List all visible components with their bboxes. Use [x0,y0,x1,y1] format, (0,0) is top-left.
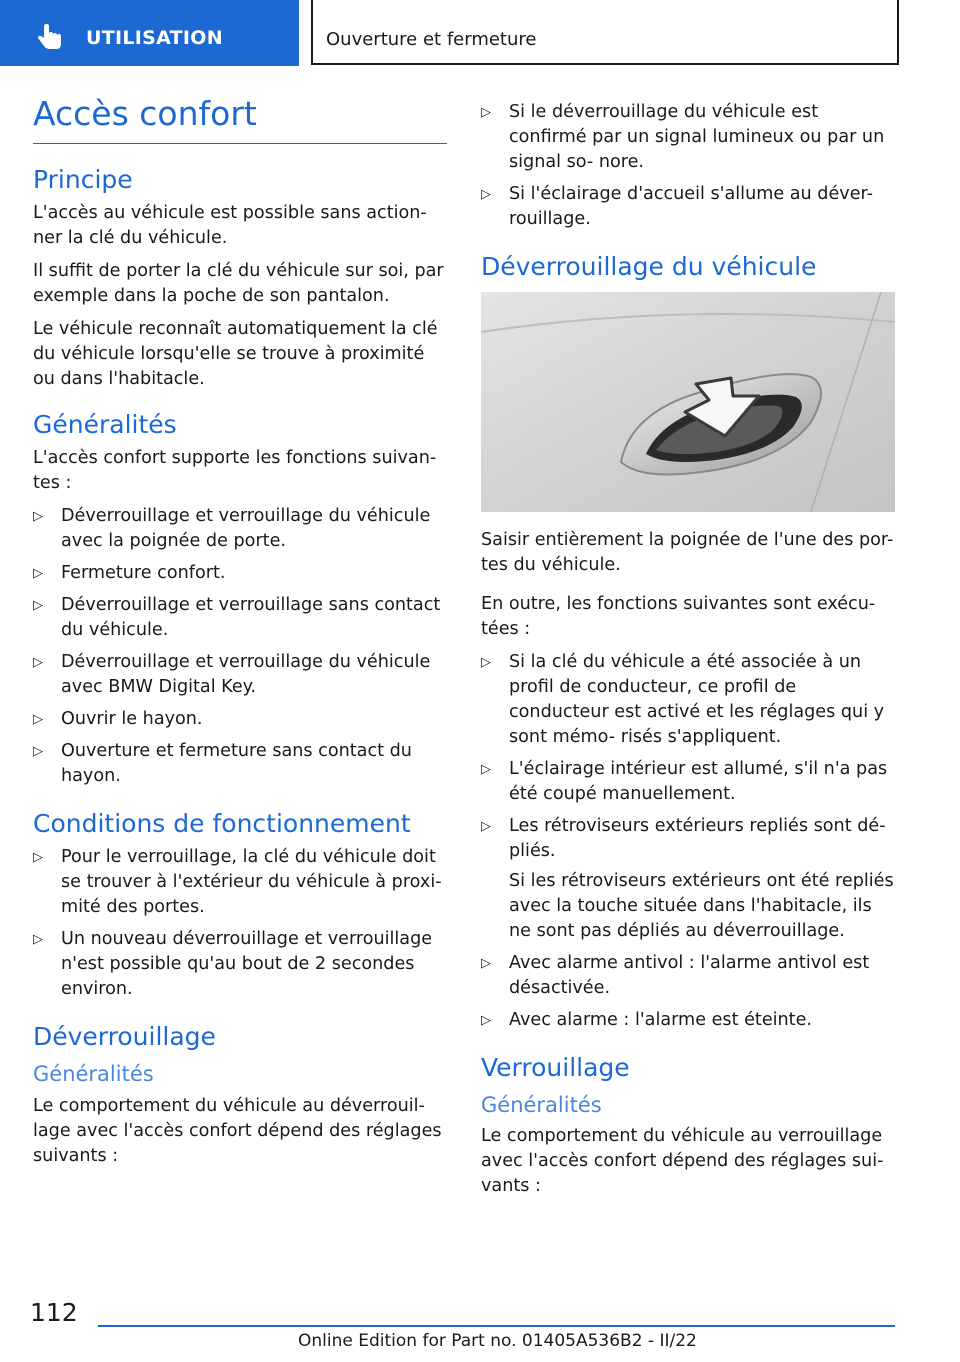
conditions-list [33,845,451,1002]
paragraph: L'accès au véhicule est possible sans action- ner la clé du véhicule. [33,203,427,249]
heading-principe: Principe [33,165,133,195]
heading-verrouillage: Verrouillage [481,1053,630,1082]
list-item: ▷ Si la clé du véhicule a été associée à un profil de conducteur, ce profil de conducteur est activé et les réglages qui y sont mémo- risés s'appliquent. [481,650,897,750]
list-item: ▷ Ouverture et fermeture sans contact du hayon. [33,739,451,789]
paragraph: Le véhicule reconnaît automatiquement la clé du véhicule lorsqu'elle se trouve à proximité ou dans l'habitacle. [33,319,438,390]
paragraph: L'accès confort supporte les fonctions suivan- tes : [33,448,437,494]
list-item: ▷ Si le déverrouillage du véhicule est confirmé par un signal lumineux ou par un signal so- nore. [481,100,897,175]
footer-edition: Online Edition for Part no. 01405A536B2 - II/22 [298,1331,697,1351]
list-item: ▷ Si l'éclairage d'accueil s'allume au déver- rouillage. [481,182,897,232]
list-item: ▷ Ouvrir le hayon. [33,707,451,732]
section-tab [0,0,299,66]
heading-conditions: Conditions de fonctionnement [33,809,411,839]
page-number: 112 [30,1298,78,1327]
list-item: ▷ Avec alarme : l'alarme est éteinte. [481,1008,897,1033]
page-title: Accès confort [33,94,257,133]
paragraph: En outre, les fonctions suivantes sont exécu- tées : [481,594,876,639]
image-caption: Saisir entièrement la poignée de l'une des por- tes du véhicule. [481,530,894,575]
list-item: ▷ Les rétroviseurs extérieurs repliés sont dé- pliés. [481,814,897,864]
left-column [33,95,451,1177]
heading-generalites: Généralités [33,410,177,440]
list-item: ▷ Un nouveau déverrouillage et verrouillage n'est possible qu'au bout de 2 secondes environ. [33,927,451,1002]
paragraph: Le comportement du véhicule au déverrouil- lage avec l'accès confort dépend des réglages suivants : [33,1095,442,1166]
functions-list [33,504,451,789]
chapter-title: Ouverture et fermeture [326,29,537,50]
list-item: ▷ L'éclairage intérieur est allumé, s'il n'a pas été coupé manuellement. [481,757,897,807]
list-item: ▷ Fermeture confort. [33,561,451,586]
list-item: ▷ Déverrouillage et verrouillage sans contact du véhicule. [33,593,451,643]
subheading-generalites: Généralités [33,1062,154,1087]
footer-rule [98,1325,895,1327]
list-item: ▷ Pour le verrouillage, la clé du véhicule doit se trouver à l'extérieur du véhicule à proxi- mité des portes. [33,845,451,920]
section-title: UTILISATION [86,27,223,49]
settings-list [481,100,897,232]
list-note: Si les rétroviseurs extérieurs ont été repliés avec la touche située dans l'habitacle, ils ne sont pas dépliés au déverrouillage. [509,871,894,941]
door-handle-image [481,292,895,512]
heading-deverrouillage-vehicule: Déverrouillage du véhicule [481,252,817,281]
paragraph: Le comportement du véhicule au verrouillage avec l'accès confort dépend des réglages sui- vants : [481,1126,884,1197]
list-item: ▷ Déverrouillage et verrouillage du véhicule avec BMW Digital Key. [33,650,451,700]
list-item: ▷ Avec alarme antivol : l'alarme antivol est désactivée. [481,951,897,1001]
alarm-list [481,951,897,1033]
right-column [481,100,897,1207]
paragraph: Il suffit de porter la clé du véhicule sur soi, par exemple dans la poche de son pantalon. [33,261,444,307]
subheading-generalites: Généralités [481,1093,602,1117]
list-item: ▷ Déverrouillage et verrouillage du véhicule avec la poignée de porte. [33,504,451,554]
hand-pointer-icon [36,24,64,50]
executed-functions-list [481,650,897,864]
title-rule [33,143,447,145]
heading-deverrouillage: Déverrouillage [33,1022,216,1052]
